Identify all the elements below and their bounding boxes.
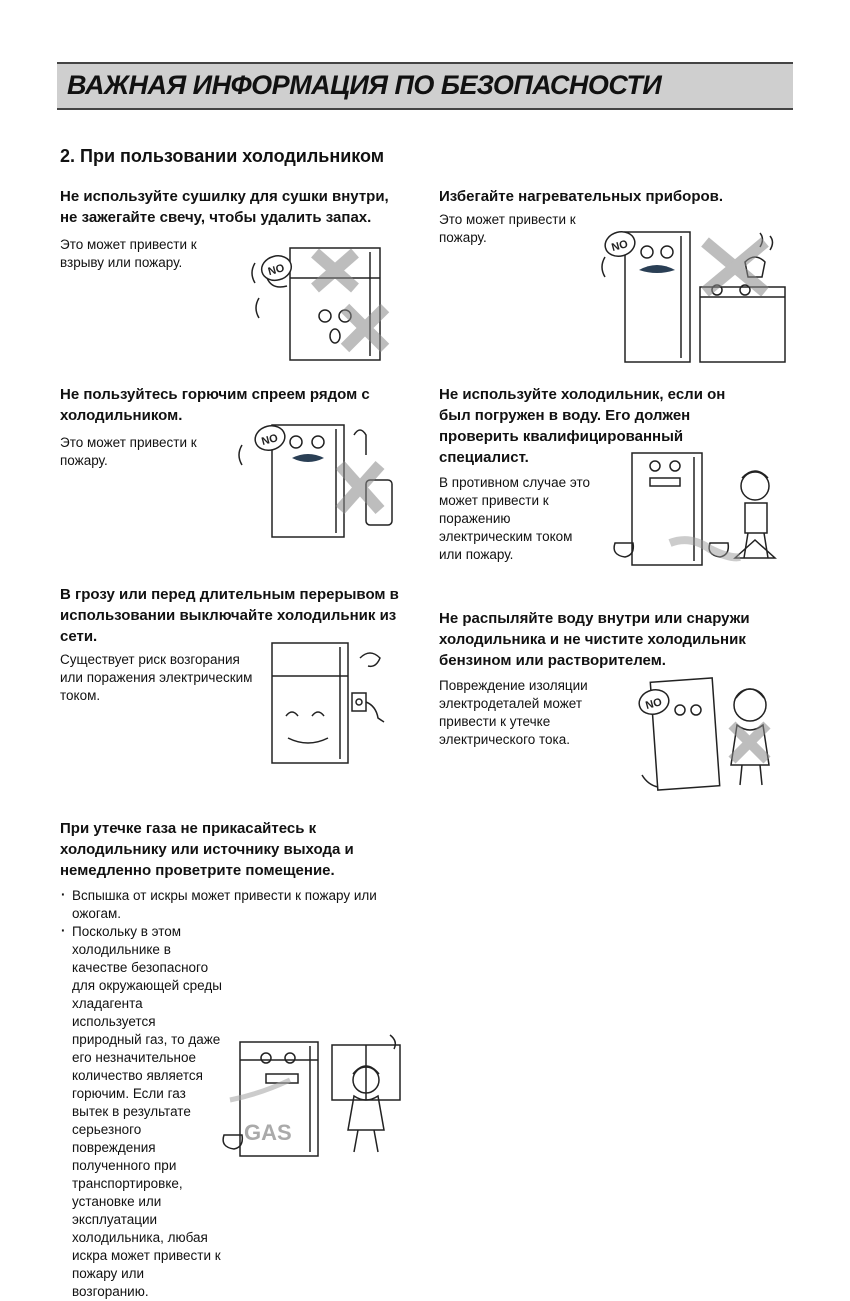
warning-title: При утечке газа не прикасайтесь к холодильнику или источнику выхода и немедленно проветрите помещение. <box>60 820 354 879</box>
page-title: ВАЖНАЯ ИНФОРМАЦИЯ ПО БЕЗОПАСНОСТИ <box>67 70 662 100</box>
fridge-spray-water-illustration <box>632 670 782 798</box>
fridge-unplug-illustration <box>270 638 395 766</box>
bullet-item: · Вспышка от искры может привести к пожару или ожогам. <box>60 887 405 923</box>
warning-title: Избегайте нагревательных приборов. <box>439 188 724 205</box>
no-sign-label: NO <box>260 432 280 449</box>
no-sign-label: NO <box>266 262 286 279</box>
warning-text: Существует риск возгорания или поражения электрическим током. <box>60 652 253 703</box>
warning-title: Не используйте сушилку для сушки внутри, не зажегайте свечу, чтобы удалить запах. <box>60 188 389 226</box>
warning-title: Не распыляйте воду внутри или снаружи холодильника и не чистите холодильник бензином или растворителем. <box>439 610 750 669</box>
no-sign-label: NO <box>644 696 664 713</box>
fridge-heater-illustration <box>595 222 790 370</box>
bullet-item: · Поскольку в этом холодильнике в качестве безопасного для окружающей среды хладагента используется природный газ, то даже его незначительное количество является горючим. Если газ вытек в результате серьезного повреждения полученного при транспортировке, установке или эксплуатации холодильника, любая искра может привести к пожару или возгоранию. <box>60 923 222 1301</box>
warning-text: Это может привести к пожару. <box>439 212 576 245</box>
warning-title: В грозу или перед длительным перерывом в использовании выключайте холодильник из сети. <box>60 586 399 645</box>
fridge-spray-illustration <box>230 420 405 540</box>
gas-label: GAS <box>244 1120 292 1145</box>
warning-title: Не пользуйтесь горючим спреем рядом с холодильником. <box>60 386 370 424</box>
no-sign-label: NO <box>610 238 630 255</box>
section-title: 2. При пользовании холодильником <box>60 146 385 166</box>
warning-title: Не используйте холодильник, если он был погружен в воду. Его должен проверить квалифицированный специалист. <box>439 386 726 466</box>
warning-text: Это может привести к взрыву или пожару. <box>60 237 197 270</box>
warning-text: Это может привести к пожару. <box>60 435 197 468</box>
fridge-dryer-illustration <box>245 238 395 363</box>
header-banner <box>57 62 793 110</box>
warning-text: В противном случае это может привести к поражению электрическим током или пожару. <box>439 475 590 562</box>
warning-text: Повреждение изоляции электродеталей может привести к утечке электрического тока. <box>439 678 588 747</box>
fridge-gas-illustration <box>220 1030 410 1158</box>
fridge-water-illustration <box>610 448 788 574</box>
